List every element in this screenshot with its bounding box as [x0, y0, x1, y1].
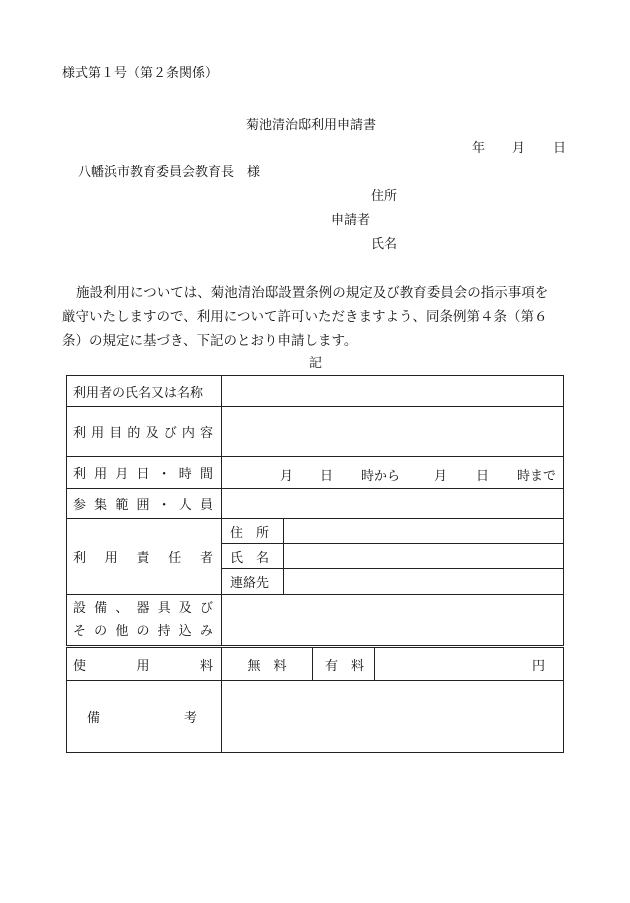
- label-purpose: 利 用 目 的 及 び 内 容: [67, 407, 222, 457]
- body-line-2: 厳守いたしますので、利用について許可いただきますよう、同条例第４条（第６: [62, 309, 548, 325]
- label-responsible: 利 用 責 任 者: [67, 519, 222, 595]
- body-line-3: 条）の規定に基づき、下記のとおり申請します。: [62, 333, 358, 349]
- field-attendance[interactable]: [222, 489, 564, 519]
- label-datetime: 利 用 月 日 ・ 時 間: [67, 457, 222, 489]
- field-user-name[interactable]: [222, 376, 564, 407]
- sub-label-name: 氏 名: [222, 544, 284, 569]
- field-responsible-name[interactable]: [284, 544, 564, 569]
- page-title: 菊池清治邸利用申請書: [246, 118, 377, 133]
- applicant-label: 申請者: [331, 213, 371, 228]
- datetime-month-1: 月: [280, 468, 294, 484]
- name-label: 氏名: [371, 237, 398, 252]
- body-paragraph: [62, 281, 572, 353]
- datetime-month-2: 月: [434, 468, 448, 484]
- datetime-from: 時から: [361, 468, 401, 484]
- date-day: 日: [553, 141, 567, 156]
- addressee: 八幡浜市教育委員会教育長 様: [78, 165, 261, 180]
- row-responsible-address: [67, 519, 564, 544]
- row-datetime: [67, 457, 564, 489]
- row-fee: [67, 647, 564, 681]
- fee-paid-label: 有 料: [325, 658, 365, 674]
- row-attendance: [67, 489, 564, 519]
- label-attendance: 参 集 範 囲 ・ 人 員: [67, 489, 222, 519]
- yen-label: 円: [532, 658, 546, 674]
- datetime-day-2: 日: [476, 468, 490, 484]
- row-purpose: [67, 407, 564, 457]
- address-label: 住所: [371, 189, 398, 204]
- row-remarks: [67, 681, 564, 753]
- row-user-name: [67, 376, 564, 407]
- application-table: [66, 375, 564, 753]
- label-equipment: 設 備 、 器 具 及 び そ の 他 の 持 込 み: [67, 595, 222, 647]
- fee-choices: [222, 647, 375, 681]
- ki-label: 記: [309, 356, 323, 371]
- label-fee: 使 用 料: [67, 647, 222, 681]
- date-year: 年: [472, 141, 486, 156]
- fee-free-option[interactable]: [222, 648, 313, 680]
- label-remarks: 備 考: [67, 681, 222, 753]
- field-datetime[interactable]: [222, 457, 564, 489]
- field-responsible-contact[interactable]: [284, 569, 564, 595]
- form-number: 様式第１号（第２条関係）: [62, 66, 219, 81]
- sub-label-address: 住 所: [222, 519, 284, 544]
- field-remarks[interactable]: [222, 681, 564, 753]
- datetime-day-1: 日: [320, 468, 334, 484]
- field-fee-amount[interactable]: [375, 647, 564, 681]
- fee-free-label: 無 料: [247, 658, 287, 674]
- datetime-to: 時まで: [517, 468, 557, 484]
- field-purpose[interactable]: [222, 407, 564, 457]
- row-equipment: [67, 595, 564, 647]
- field-responsible-address[interactable]: [284, 519, 564, 544]
- date-month: 月: [512, 141, 526, 156]
- body-line-1: 施設利用については、菊池清治邸設置条例の規定及び教育委員会の指示事項を: [76, 285, 549, 301]
- sub-label-contact: 連絡先: [222, 569, 284, 595]
- field-equipment[interactable]: [222, 595, 564, 647]
- fee-paid-option[interactable]: [313, 648, 374, 680]
- label-user-name: 利用者の氏名又は名称: [67, 376, 222, 407]
